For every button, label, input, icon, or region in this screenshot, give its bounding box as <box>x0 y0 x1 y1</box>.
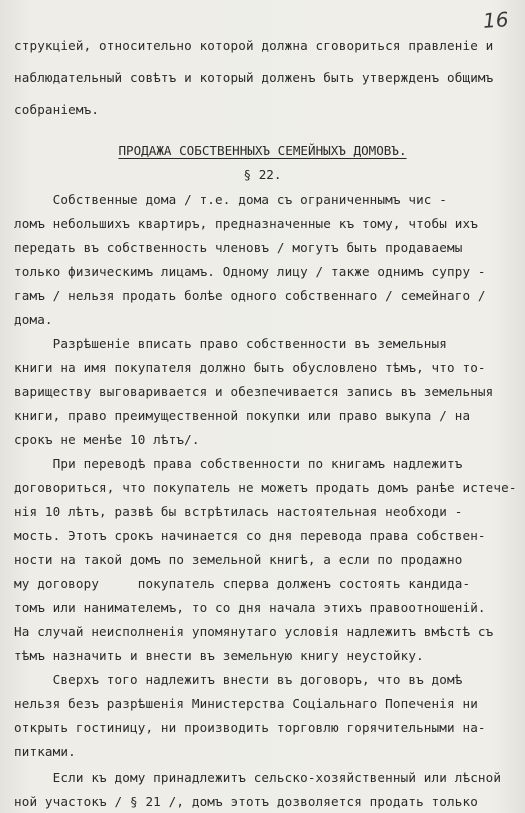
section-title: ПРОДАЖА СОБСТВЕННЫХЪ СЕМЕЙНЫХЪ ДОМОВЪ. <box>118 143 407 158</box>
text-line: только физическимъ лицамъ. Одному лицу / также однимъ супру - <box>14 264 486 279</box>
text-line: ной участокъ / § 21 /, домъ этотъ дозволяется продать только <box>14 794 478 809</box>
text-line: томъ или нанимателемъ, то со дня начала этихъ правоотношенiй. <box>14 600 486 615</box>
text-line: На случай неисполненiя упомянутаго условiя надлежитъ вмѣстѣ съ <box>14 624 494 639</box>
text-line: книги, право преимущественной покупки или право выкупа / на <box>14 408 471 423</box>
text-line: открыть гостиницу, ни производить торговлю горячительными на- <box>14 720 486 735</box>
text-line: гамъ / нельзя продать болѣе одного собственнаго / семейнаго / <box>14 288 486 303</box>
text-line: му договору покупатель сперва долженъ состоять кандида- <box>14 576 471 591</box>
text-line: Разрѣшенiе вписать право собственности въ земельныя <box>14 336 447 351</box>
text-line: мость. Этотъ срокъ начинается со дня перевода права собствен- <box>14 528 486 543</box>
text-line: питками. <box>14 744 76 759</box>
text-line: передать въ собственность членовъ / могутъ быть продаваемы <box>14 240 463 255</box>
page-number: 16 <box>482 7 510 33</box>
text-line: собранiемъ. <box>14 102 100 117</box>
text-line: книги на имя покупателя должно быть обусловлено тѣмъ, что то- <box>14 360 486 375</box>
text-line: тѣмъ назначить и внести въ земельную книгу неустойку. <box>14 648 424 663</box>
text-line: вариществу выговаривается и обезпечивается запись въ земельныя <box>14 384 494 399</box>
text-line: Сверхъ того надлежитъ внести въ договоръ, что въ домѣ <box>14 672 463 687</box>
section-number: § 22. <box>243 167 282 182</box>
text-line: нiя 10 лѣтъ, развѣ бы встрѣтилась настоятельная необходи - <box>14 504 463 519</box>
text-line: Собственные дома / т.е. дома съ ограниченнымъ чис - <box>14 192 447 207</box>
text-line: струкцiей, относительно которой должна сговориться правленiе и <box>14 38 494 53</box>
text-line: наблюдательный совѣтъ и который долженъ быть утвержденъ общимъ <box>14 70 494 85</box>
text-line: дома. <box>14 312 53 327</box>
text-line: Если къ дому принадлежитъ сельско-хозяйственный или лѣсной <box>14 770 502 785</box>
text-line: ности на такой домъ по земельной книгѣ, а если по продажно <box>14 552 463 567</box>
text-line: срокъ не менѣе 10 лѣтъ/. <box>14 432 200 447</box>
text-line: ломъ небольшихъ квартиръ, предназначенные къ тому, чтобы ихъ <box>14 216 478 231</box>
text-line: нельзя безъ разрѣшенiя Министерства Соцiальнаго Попеченiя ни <box>14 696 478 711</box>
text-line: При переводѣ права собственности по книгамъ надлежитъ <box>14 456 463 471</box>
text-line: договориться, что покупатель не можетъ продать домъ ранѣе истече- <box>14 480 517 495</box>
